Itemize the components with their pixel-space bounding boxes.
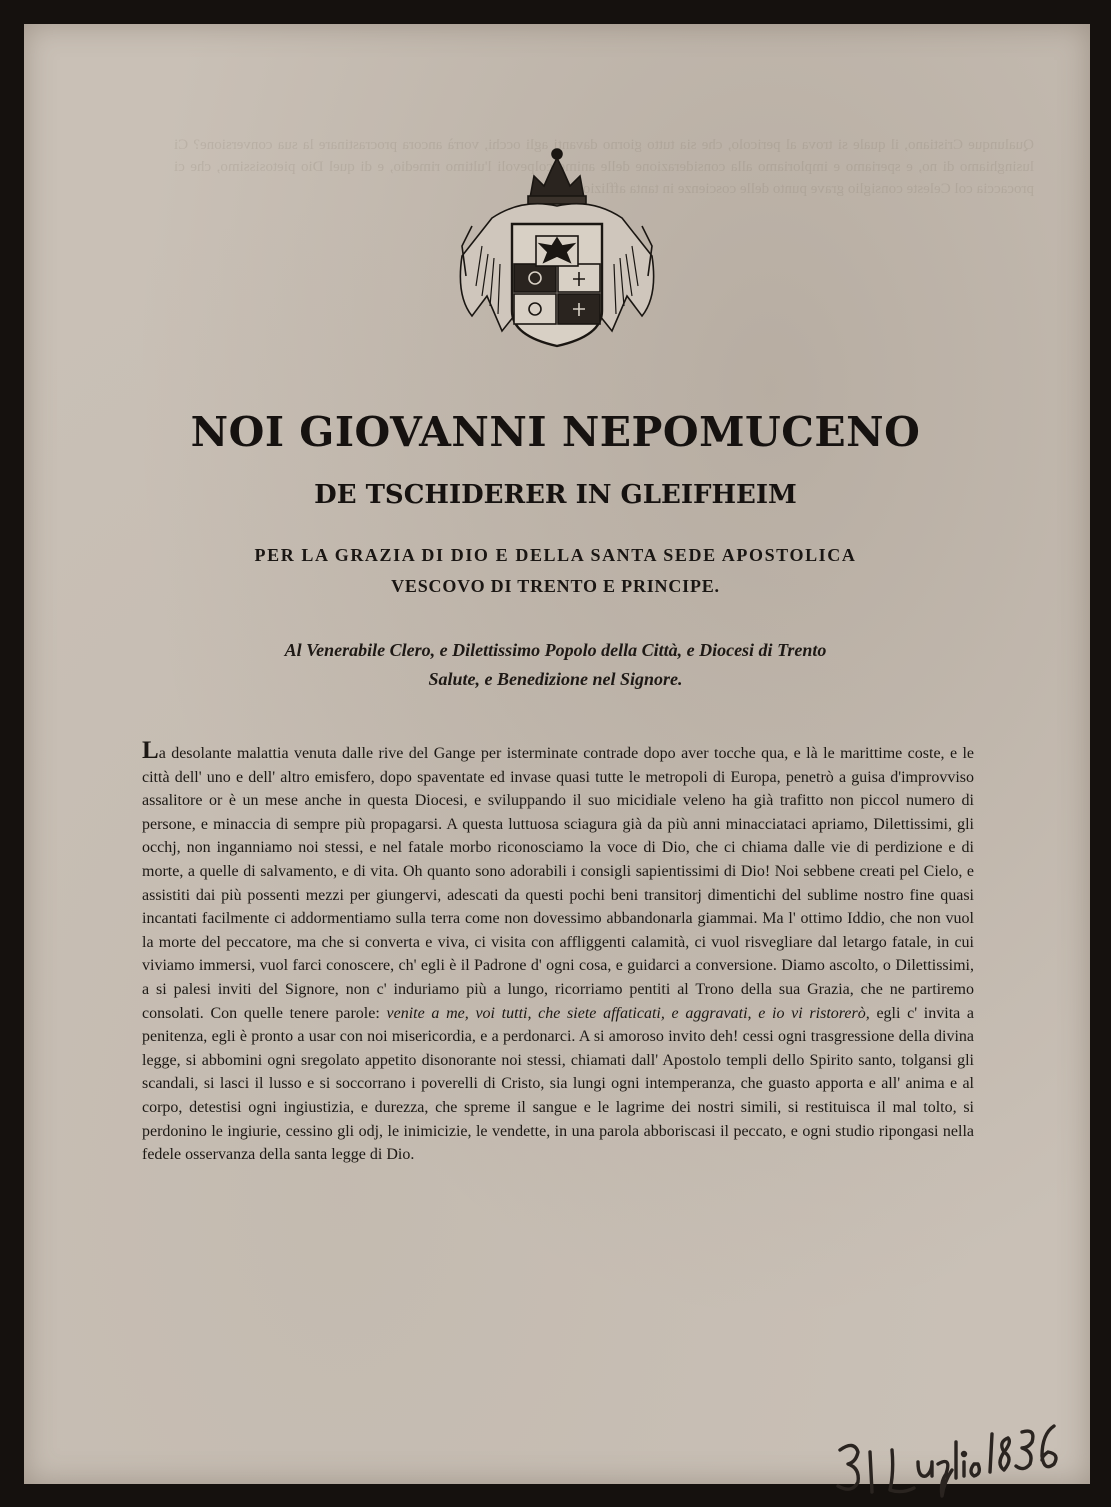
salutation-line-2: Salute, e Benedizione nel Signore. xyxy=(428,669,683,689)
drop-cap: L xyxy=(142,737,159,764)
body-text xyxy=(142,737,975,1167)
bishop-title-heading: DE TSCHIDERER IN GLEIFHEIM xyxy=(314,480,797,510)
bleed-through-text: Qualunque Cristiano, il quale si trova al pericolo, che sia tutto giorno davanti agli occhi, vorrà ancora procrastinare la sua conversione? Ci lusinghiamo di no, e speriamo e imploriamo alla considerazione delle anime colpevoli l'ultimo rimedio, e di quel Dio pietosissimo, che ci procaccia col Celeste consiglio grave punto delle coscienze in tanta afflizione. xyxy=(174,137,1034,197)
body-paragraph-part-2: egli c' invita a penitenza, egli è pronto a usar con noi misericordia, e a perdonarci. A si amoroso invito deh! cessi ogni trasgressione della divina legge, si abbomini ogni sregolato appetito disonorante noi stessi, chiamati dall' Apostolo templi dello Spirito santo, tolgansi gli scandali, si lasci il lusso e si soccorrano i poverelli di Cristo, sia lungi ogni intemperanza, che guasto apporta e all' anima e al corpo, detestisi ogni ingiustizia, e durezza, che spreme il sangue e le lagrime dei nostri simili, si restituisca il mal tolto, si perdonino le ingiurie, cessino gli odj, le inimicizie, le vendette, in una parola abboriscasi il peccato, e ogni studio ripongasi nella fedele osservanza della santa legge di Dio. xyxy=(142,1004,975,1164)
handwritten-date-signature xyxy=(832,1412,1062,1502)
bishop-office-line: VESCOVO DI TRENTO E PRINCIPE. xyxy=(391,576,720,596)
grace-line: PER LA GRAZIA DI DIO E DELLA SANTA SEDE APOSTOLICA xyxy=(254,545,857,565)
body-paragraph-part-1: a desolante malattia venuta dalle rive del Gange per isterminate contrade dopo aver tocche qua, e là le marittime coste, e le città dell' uno e dell' altro emisfero, dopo spaventate ed invase quasi tutte le metropoli di Europa, penetrò a guisa d'improvviso assalitore or è un mese anche in questa Diocesi, e sviluppando il suo micidiale veleno ha già trafitto non piccol numero di persone, e minaccia di sempre più propagarsi. A questa luttuosa sciagura già da più anni minacciataci apriamo, Dilettissimi, gli occhj, non inganniamo noi stessi, e nel fatale morbo riconosciamo la voce di Dio, che ci chiama dalle vie di perdizione e di morte, a quelle di salvamento, e di vita. Oh quanto sono adorabili i consigli sapientissimi di Dio! Noi sebbene creati pel Cielo, e assistiti dai più possenti mezzi per giungervi, adescati da questi pochi beni transitorj dimentichi del sublime nostro fine quasi incantati facilmente ci addormentiamo sulla terra come non dovessimo abbandonarla giammai. Ma l' ottimo Iddio, che non vuol la morte del peccatore, ma che si converta e viva, ci visita con affliggenti calamità, ci vuol risvegliare dal letargo fatale, in cui viviamo immersi, vuol farci conoscere, ch' egli è il Padrone d' ogni cosa, e guidarci a conversione. Diamo ascolto, o Dilettissimi, a si palesi inviti del Signore, non c' induriamo più a lungo, ricorriamo pentiti al Trono della sua Grazia, che ne partiremo consolati. Con quelle tenere parole: xyxy=(142,745,974,1022)
episcopal-coat-of-arms-icon xyxy=(452,146,662,358)
body-quote: venite a me, voi tutti, che siete affaticati, e aggravati, e io vi ristorerò, xyxy=(386,1004,870,1022)
bishop-name-heading: NOI GIOVANNI NEPOMUCENO xyxy=(190,408,921,456)
salutation-line-1: Al Venerabile Clero, e Dilettissimo Popolo della Città, e Diocesi di Trento xyxy=(284,640,827,660)
